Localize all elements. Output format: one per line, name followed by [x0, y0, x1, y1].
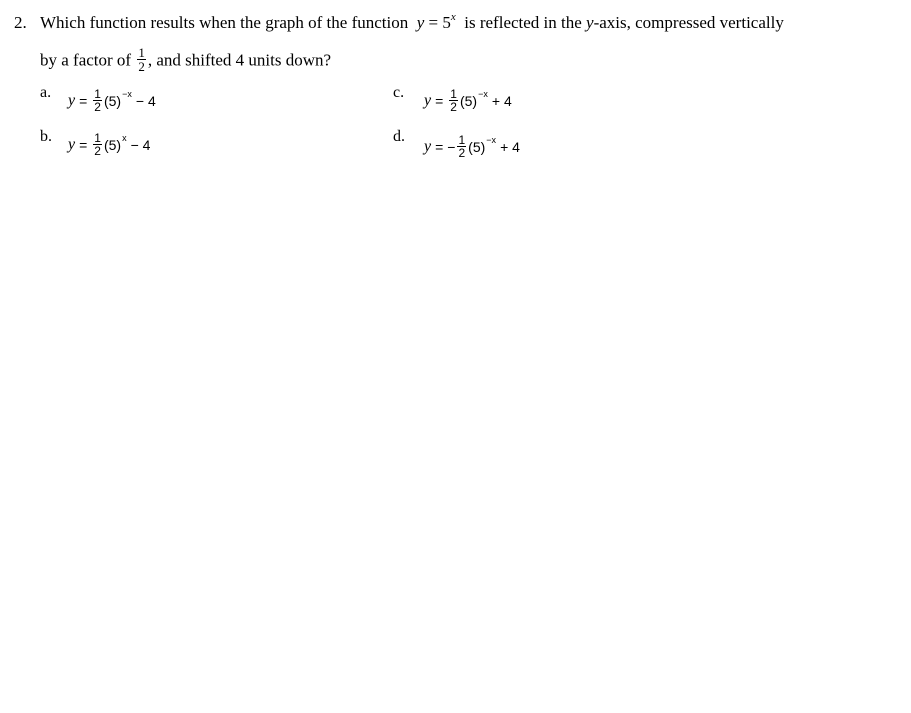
choice-d-expression[interactable]: y = − $\frac{1}{2}$ (5) −x + 4 [424, 133, 520, 160]
choice-c-letter: c. [393, 84, 405, 101]
choice-c-fraction: $\frac{1}{2}$ [450, 87, 457, 114]
choice-a-letter: a. [40, 84, 52, 101]
choice-c-expression[interactable]: y = $\frac{1}{2}$ (5) −x + 4 [424, 87, 512, 114]
question-line-2 [40, 45, 332, 75]
question-text-part: Which function results when the graph of the function [40, 13, 409, 32]
question-number: 2. [14, 13, 27, 32]
question-text-part: , and shifted 4 units down? [147, 50, 332, 70]
choice-a-fraction: $\frac{1}{2}$ [94, 87, 101, 114]
choice-a-expression[interactable]: y = $\frac{1}{2}$ (5) −x − 4 [68, 87, 156, 114]
choice-d-letter: d. [393, 128, 405, 145]
choice-b-letter: b. [40, 128, 52, 145]
axis-variable: y [586, 13, 594, 32]
choice-b-expression[interactable]: y = $\frac{1}{2}$ (5) x − 4 [68, 131, 151, 158]
question-text-part: -axis, compressed vertically [593, 13, 784, 32]
choice-d-fraction: $\frac{1}{2}$ [458, 133, 466, 160]
question-line-1 [40, 13, 784, 33]
factor-fraction: $\frac{1}{2}$ [138, 45, 145, 74]
function-expression: $y = 5^x$ [416, 11, 456, 32]
question-text-part: by a factor of [40, 50, 132, 70]
question-text-part: is reflected in the [464, 13, 587, 32]
choice-b-fraction: $\frac{1}{2}$ [94, 131, 101, 158]
